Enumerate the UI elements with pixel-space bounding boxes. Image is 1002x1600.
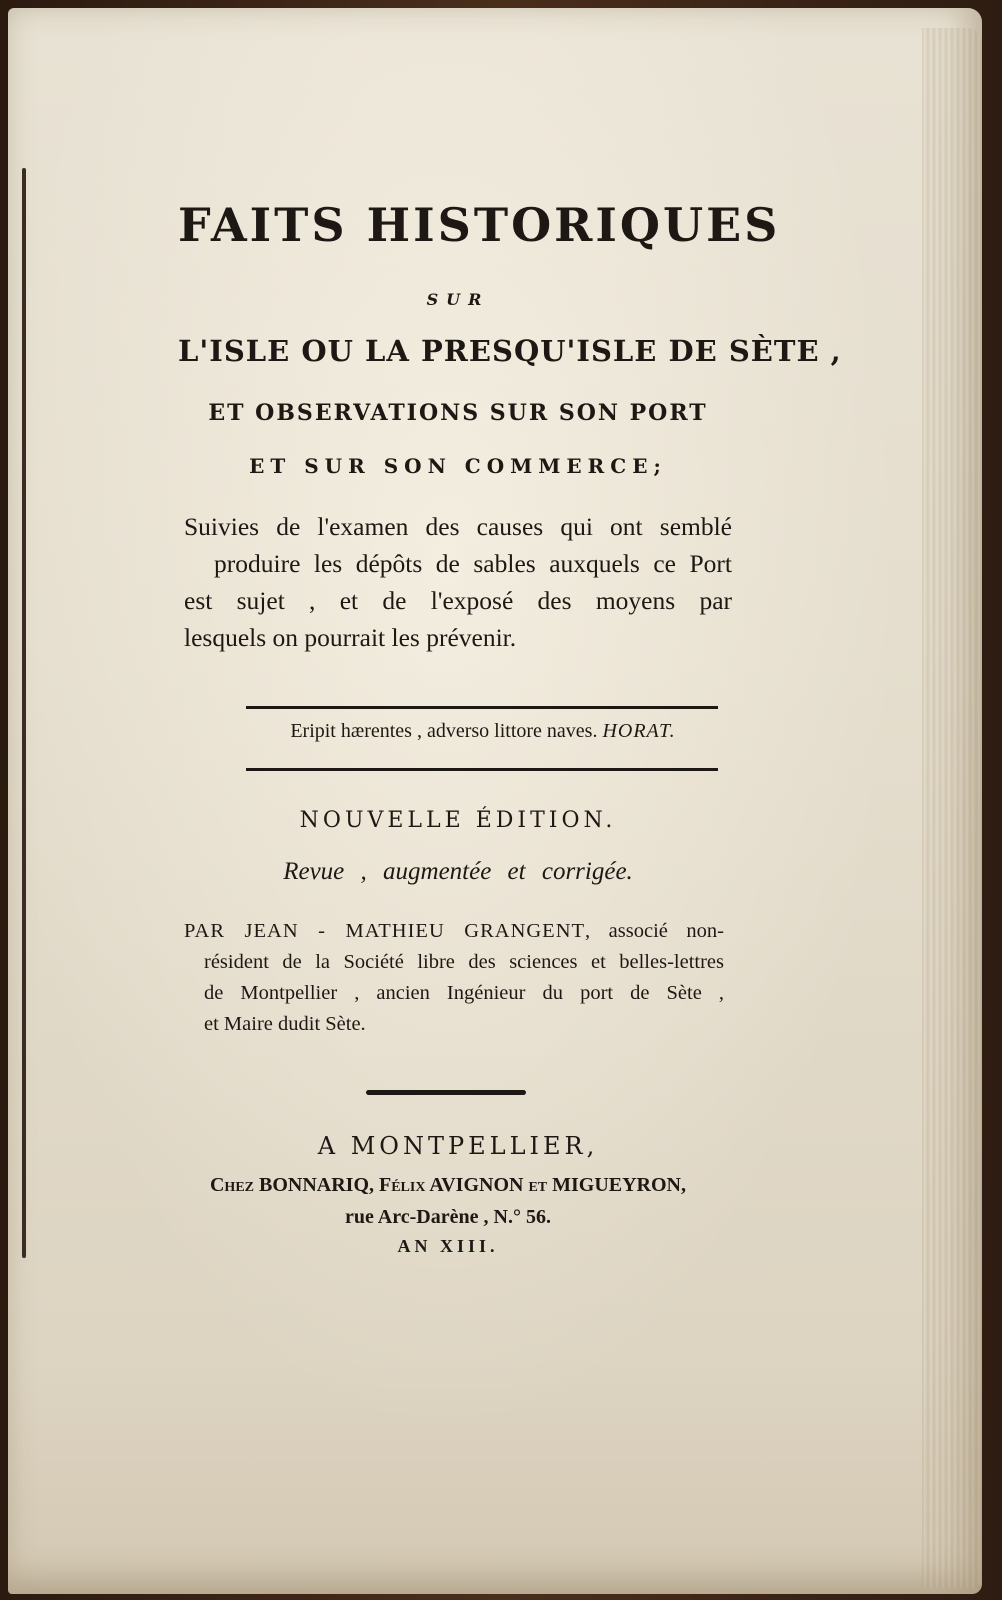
- revision-note: Revue , augmentée et corrigée.: [283, 858, 633, 885]
- author-name: PAR JEAN - MATHIEU GRANGENT: [184, 920, 586, 942]
- description-line: est sujet , et de l'exposé des moyens par: [184, 586, 732, 615]
- imprint-address: rue Arc-Darène , N.° 56.: [345, 1206, 551, 1228]
- author-line: [184, 916, 724, 947]
- epigraph-attribution: HORAT.: [602, 720, 676, 742]
- imprint-publisher: Chez BONNARIQ, Félix AVIGNON et MIGUEYRON,: [209, 1174, 687, 1196]
- imprint-divider: [366, 1090, 526, 1095]
- epigraph-text: Eripit hærentes , adverso littore naves.: [290, 720, 598, 742]
- title-connector: SUR: [426, 290, 490, 309]
- description-line: produire les dépôts de sables auxquels ce Port: [214, 549, 732, 578]
- imprint-year: AN XIII.: [397, 1236, 499, 1256]
- author-line: de Montpellier , ancien Ingénieur du port de Sète ,: [204, 982, 724, 1004]
- epigraph: [248, 720, 718, 743]
- subtitle-line-2: ET OBSERVATIONS SUR SON PORT: [208, 400, 708, 426]
- subtitle-line-1: L'ISLE OU LA PRESQU'ISLE DE SÈTE ,: [178, 334, 842, 368]
- author-block: [184, 916, 724, 1040]
- author-line: et Maire dudit Sète.: [204, 1013, 366, 1035]
- subtitle-line-3: ET SUR SON COMMERCE;: [249, 454, 667, 478]
- description-line: Suivies de l'examen des causes qui ont semblé: [184, 512, 732, 541]
- description-line: lesquels on pourrait les prévenir.: [184, 623, 517, 652]
- edition-label: NOUVELLE ÉDITION.: [299, 808, 617, 833]
- title-page-text: [8, 8, 982, 1594]
- description-paragraph: [184, 508, 732, 656]
- book-title: FAITS HISTORIQUES: [178, 198, 781, 252]
- author-line: résident de la Société libre des sciences et belles-lettres: [204, 951, 724, 973]
- imprint-city: A MONTPELLIER,: [317, 1132, 599, 1160]
- epigraph-rule-bottom: [246, 768, 718, 771]
- author-line-1-rest: , associé non-: [585, 920, 724, 942]
- title-page: [8, 8, 982, 1594]
- epigraph-rule-top: [246, 706, 718, 709]
